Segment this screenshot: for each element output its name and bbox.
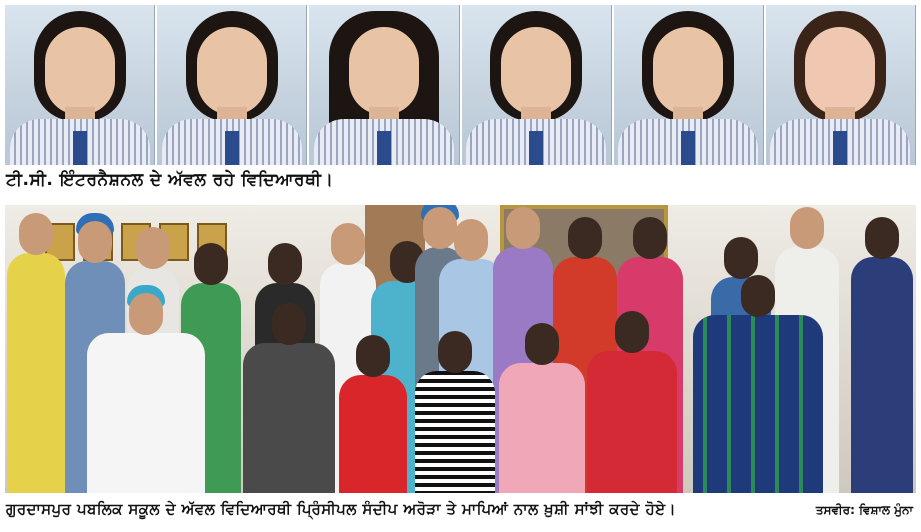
student-portrait: [5, 5, 155, 165]
bottom-photo-caption: ਗੁਰਦਾਸਪੁਰ ਪਬਲਿਕ ਸਕੂਲ ਦੇ ਅੱਵਲ ਵਿਦਿਆਰਥੀ ਪ੍ਰਿੰਸੀਪਲ ਸੰਦੀਪ ਅਰੋੜਾ ਤੇ ਮਾਪਿਆਂ ਨਾਲ ਖ਼ੁਸ਼ੀ ਸਾਂਝੀ ਕਰਦੇ ਹੋਏ।: [6, 500, 676, 518]
student: [415, 371, 495, 493]
student: [693, 315, 823, 493]
student: [499, 363, 585, 493]
person: [7, 253, 65, 493]
top-photo-caption: ਟੀ.ਸੀ. ਇੰਟਰਨੈਸ਼ਨਲ ਦੇ ਅੱਵਲ ਰਹੇ ਵਿਦਿਆਰਥੀ।: [6, 170, 334, 190]
student-portrait: [766, 5, 916, 165]
student-portrait: [309, 5, 459, 165]
student-portrait: [614, 5, 764, 165]
student: [587, 351, 677, 493]
student: [243, 343, 335, 493]
person: [851, 257, 913, 493]
student: [339, 375, 407, 493]
group-photo: [5, 205, 916, 493]
student: [87, 333, 205, 493]
photo-credit: ਤਸਵੀਰ: ਵਿਸ਼ਾਲ ਮੁੰਨਾ: [815, 503, 913, 517]
student-portraits-row: [5, 5, 916, 165]
student-portrait: [462, 5, 612, 165]
student-portrait: [157, 5, 307, 165]
